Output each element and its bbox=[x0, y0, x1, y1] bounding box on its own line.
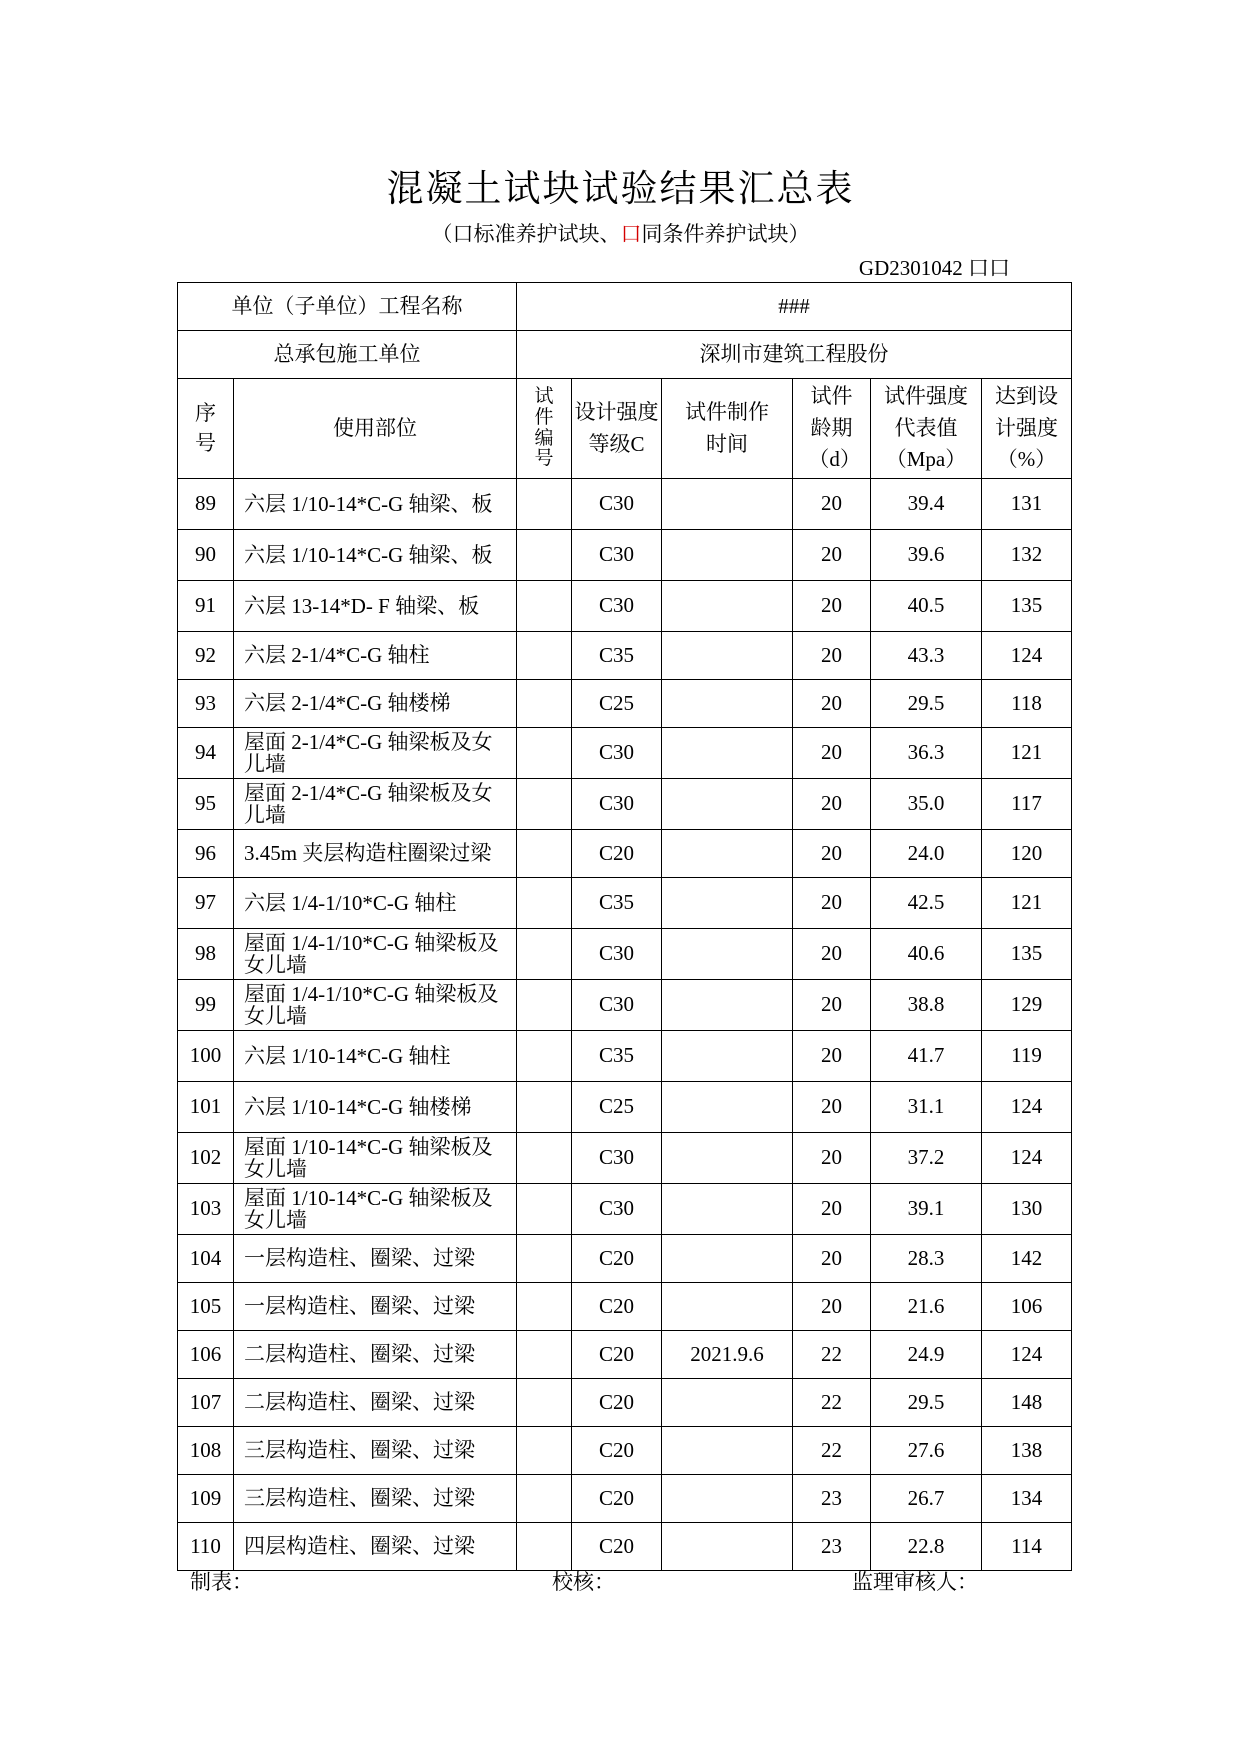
row-seq: 99 bbox=[178, 980, 234, 1031]
row-strength: 39.4 bbox=[871, 479, 982, 530]
row-seq: 100 bbox=[178, 1031, 234, 1082]
contractor-label: 总承包施工单位 bbox=[178, 331, 517, 379]
table-row bbox=[178, 1283, 1072, 1331]
row-percent: 124 bbox=[982, 1082, 1072, 1133]
row-made-time bbox=[662, 1427, 793, 1475]
row-percent: 124 bbox=[982, 1331, 1072, 1379]
row-age: 20 bbox=[793, 1184, 871, 1235]
row-seq: 96 bbox=[178, 830, 234, 878]
row-percent: 148 bbox=[982, 1379, 1072, 1427]
row-grade: C30 bbox=[572, 581, 662, 632]
row-specimen-no bbox=[517, 1031, 572, 1082]
row-percent: 138 bbox=[982, 1427, 1072, 1475]
row-seq: 97 bbox=[178, 878, 234, 929]
row-specimen-no bbox=[517, 530, 572, 581]
row-grade: C35 bbox=[572, 878, 662, 929]
row-grade: C30 bbox=[572, 980, 662, 1031]
row-made-time bbox=[662, 1379, 793, 1427]
row-percent: 131 bbox=[982, 479, 1072, 530]
row-part: 六层 1/10-14*C-G 轴柱 bbox=[234, 1031, 517, 1082]
results-table bbox=[177, 282, 1072, 1571]
row-specimen-no bbox=[517, 830, 572, 878]
header-strength-text: 试件强度代表值（Mpa） bbox=[883, 384, 968, 472]
table-row bbox=[178, 1523, 1072, 1571]
row-specimen-no bbox=[517, 929, 572, 980]
document-code: GD2301042 口口 bbox=[858, 256, 1010, 280]
row-grade: C30 bbox=[572, 929, 662, 980]
row-made-time bbox=[662, 1082, 793, 1133]
row-specimen-no bbox=[517, 632, 572, 680]
row-specimen-no bbox=[517, 1184, 572, 1235]
row-part: 六层 1/10-14*C-G 轴楼梯 bbox=[234, 1082, 517, 1133]
row-grade: C30 bbox=[572, 479, 662, 530]
checked-by-label: 校核： bbox=[552, 1570, 615, 1594]
table-row bbox=[178, 1082, 1072, 1133]
row-made-time bbox=[662, 1031, 793, 1082]
table-row bbox=[178, 980, 1072, 1031]
row-percent: 119 bbox=[982, 1031, 1072, 1082]
row-part: 六层 1/10-14*C-G 轴梁、板 bbox=[234, 479, 517, 530]
row-part: 一层构造柱、圈梁、过梁 bbox=[234, 1283, 517, 1331]
header-made-time bbox=[662, 379, 793, 479]
row-made-time bbox=[662, 1523, 793, 1571]
row-strength: 38.8 bbox=[871, 980, 982, 1031]
table-row bbox=[178, 680, 1072, 728]
same-condition-checkbox: 口 bbox=[620, 222, 642, 246]
table-row bbox=[178, 1235, 1072, 1283]
row-strength: 39.6 bbox=[871, 530, 982, 581]
row-strength: 37.2 bbox=[871, 1133, 982, 1184]
row-strength: 42.5 bbox=[871, 878, 982, 929]
table-row bbox=[178, 1475, 1072, 1523]
row-made-time bbox=[662, 878, 793, 929]
row-part: 四层构造柱、圈梁、过梁 bbox=[234, 1523, 517, 1571]
row-strength: 40.5 bbox=[871, 581, 982, 632]
row-age: 20 bbox=[793, 1235, 871, 1283]
row-strength: 41.7 bbox=[871, 1031, 982, 1082]
row-strength: 40.6 bbox=[871, 929, 982, 980]
row-part: 屋面 1/4-1/10*C-G 轴梁板及女儿墙 bbox=[234, 929, 517, 980]
row-age: 20 bbox=[793, 581, 871, 632]
row-made-time bbox=[662, 632, 793, 680]
row-seq: 106 bbox=[178, 1331, 234, 1379]
row-seq: 104 bbox=[178, 1235, 234, 1283]
row-seq: 94 bbox=[178, 728, 234, 779]
row-age: 20 bbox=[793, 878, 871, 929]
row-seq: 102 bbox=[178, 1133, 234, 1184]
row-specimen-no bbox=[517, 1235, 572, 1283]
header-seq bbox=[178, 379, 234, 479]
row-percent: 142 bbox=[982, 1235, 1072, 1283]
header-specimen-no-text: 试件编号 bbox=[534, 385, 554, 470]
row-specimen-no bbox=[517, 581, 572, 632]
row-part: 六层 1/4-1/10*C-G 轴柱 bbox=[234, 878, 517, 929]
row-grade: C20 bbox=[572, 1331, 662, 1379]
row-part: 屋面 1/4-1/10*C-G 轴梁板及女儿墙 bbox=[234, 980, 517, 1031]
row-seq: 93 bbox=[178, 680, 234, 728]
row-strength: 26.7 bbox=[871, 1475, 982, 1523]
header-percent bbox=[982, 379, 1072, 479]
row-strength: 21.6 bbox=[871, 1283, 982, 1331]
row-strength: 22.8 bbox=[871, 1523, 982, 1571]
row-seq: 90 bbox=[178, 530, 234, 581]
row-specimen-no bbox=[517, 1475, 572, 1523]
header-strength bbox=[871, 379, 982, 479]
row-grade: C30 bbox=[572, 1184, 662, 1235]
header-grade bbox=[572, 379, 662, 479]
row-percent: 117 bbox=[982, 779, 1072, 830]
row-specimen-no bbox=[517, 1523, 572, 1571]
row-grade: C25 bbox=[572, 680, 662, 728]
row-age: 22 bbox=[793, 1427, 871, 1475]
row-age: 20 bbox=[793, 1133, 871, 1184]
project-name-row bbox=[178, 283, 1072, 331]
row-part: 六层 13-14*D- F 轴梁、板 bbox=[234, 581, 517, 632]
row-percent: 121 bbox=[982, 878, 1072, 929]
row-percent: 129 bbox=[982, 980, 1072, 1031]
row-strength: 29.5 bbox=[871, 1379, 982, 1427]
row-made-time bbox=[662, 980, 793, 1031]
row-grade: C25 bbox=[572, 1082, 662, 1133]
row-percent: 135 bbox=[982, 581, 1072, 632]
same-condition-label: 同条件养护试块） bbox=[641, 222, 810, 246]
row-age: 20 bbox=[793, 929, 871, 980]
table-row bbox=[178, 779, 1072, 830]
row-age: 20 bbox=[793, 728, 871, 779]
row-age: 20 bbox=[793, 479, 871, 530]
row-made-time bbox=[662, 530, 793, 581]
row-percent: 124 bbox=[982, 632, 1072, 680]
row-grade: C20 bbox=[572, 1427, 662, 1475]
table-row bbox=[178, 878, 1072, 929]
row-age: 20 bbox=[793, 1283, 871, 1331]
row-strength: 29.5 bbox=[871, 680, 982, 728]
prepared-by-label: 制表： bbox=[190, 1570, 253, 1594]
row-seq: 95 bbox=[178, 779, 234, 830]
row-specimen-no bbox=[517, 680, 572, 728]
row-seq: 110 bbox=[178, 1523, 234, 1571]
row-part: 屋面 2-1/4*C-G 轴梁板及女儿墙 bbox=[234, 779, 517, 830]
row-part: 六层 1/10-14*C-G 轴梁、板 bbox=[234, 530, 517, 581]
document-title: 混凝土试块试验结果汇总表 bbox=[386, 169, 855, 210]
header-percent-text: 达到设计强度（%） bbox=[995, 384, 1059, 472]
row-percent: 121 bbox=[982, 728, 1072, 779]
row-grade: C20 bbox=[572, 1283, 662, 1331]
row-age: 20 bbox=[793, 632, 871, 680]
row-grade: C20 bbox=[572, 1475, 662, 1523]
row-specimen-no bbox=[517, 1283, 572, 1331]
header-specimen-no bbox=[517, 379, 572, 479]
row-percent: 114 bbox=[982, 1523, 1072, 1571]
row-grade: C20 bbox=[572, 1379, 662, 1427]
row-percent: 106 bbox=[982, 1283, 1072, 1331]
row-strength: 27.6 bbox=[871, 1427, 982, 1475]
row-seq: 91 bbox=[178, 581, 234, 632]
row-made-time bbox=[662, 929, 793, 980]
row-age: 23 bbox=[793, 1523, 871, 1571]
row-seq: 89 bbox=[178, 479, 234, 530]
row-specimen-no bbox=[517, 779, 572, 830]
row-specimen-no bbox=[517, 878, 572, 929]
row-part: 一层构造柱、圈梁、过梁 bbox=[234, 1235, 517, 1283]
table-row bbox=[178, 1379, 1072, 1427]
project-name-label: 单位（子单位）工程名称 bbox=[178, 283, 517, 331]
header-grade-text: 设计强度等级C bbox=[574, 400, 659, 456]
row-grade: C30 bbox=[572, 779, 662, 830]
row-age: 23 bbox=[793, 1475, 871, 1523]
row-percent: 132 bbox=[982, 530, 1072, 581]
row-age: 20 bbox=[793, 680, 871, 728]
table-row bbox=[178, 530, 1072, 581]
row-age: 20 bbox=[793, 1082, 871, 1133]
row-age: 20 bbox=[793, 530, 871, 581]
row-part: 六层 2-1/4*C-G 轴柱 bbox=[234, 632, 517, 680]
row-age: 20 bbox=[793, 830, 871, 878]
row-made-time bbox=[662, 1235, 793, 1283]
row-part: 六层 2-1/4*C-G 轴楼梯 bbox=[234, 680, 517, 728]
row-part: 3.45m 夹层构造柱圈梁过梁 bbox=[234, 830, 517, 878]
contractor-value: 深圳市建筑工程股份 bbox=[517, 331, 1072, 379]
row-grade: C30 bbox=[572, 728, 662, 779]
table-row bbox=[178, 479, 1072, 530]
row-grade: C20 bbox=[572, 830, 662, 878]
document-subtitle bbox=[0, 218, 1241, 248]
row-age: 20 bbox=[793, 1031, 871, 1082]
row-specimen-no bbox=[517, 1331, 572, 1379]
row-made-time bbox=[662, 680, 793, 728]
row-strength: 24.0 bbox=[871, 830, 982, 878]
table-row bbox=[178, 1031, 1072, 1082]
row-specimen-no bbox=[517, 980, 572, 1031]
column-header-row bbox=[178, 379, 1072, 479]
row-strength: 36.3 bbox=[871, 728, 982, 779]
row-specimen-no bbox=[517, 1133, 572, 1184]
row-specimen-no bbox=[517, 479, 572, 530]
row-part: 屋面 1/10-14*C-G 轴梁板及女儿墙 bbox=[234, 1133, 517, 1184]
row-seq: 105 bbox=[178, 1283, 234, 1331]
row-age: 22 bbox=[793, 1379, 871, 1427]
row-seq: 109 bbox=[178, 1475, 234, 1523]
row-specimen-no bbox=[517, 728, 572, 779]
row-percent: 118 bbox=[982, 680, 1072, 728]
project-name-value: ### bbox=[517, 283, 1072, 331]
table-row bbox=[178, 1184, 1072, 1235]
row-made-time bbox=[662, 581, 793, 632]
standard-curing-label: 标准养护试块、 bbox=[473, 222, 621, 246]
row-part: 屋面 2-1/4*C-G 轴梁板及女儿墙 bbox=[234, 728, 517, 779]
header-age bbox=[793, 379, 871, 479]
table-row bbox=[178, 1133, 1072, 1184]
row-strength: 35.0 bbox=[871, 779, 982, 830]
row-percent: 130 bbox=[982, 1184, 1072, 1235]
row-seq: 92 bbox=[178, 632, 234, 680]
supervisor-label: 监理审核人： bbox=[852, 1570, 978, 1594]
row-part: 二层构造柱、圈梁、过梁 bbox=[234, 1331, 517, 1379]
table-row bbox=[178, 728, 1072, 779]
row-part: 二层构造柱、圈梁、过梁 bbox=[234, 1379, 517, 1427]
row-seq: 103 bbox=[178, 1184, 234, 1235]
row-seq: 98 bbox=[178, 929, 234, 980]
row-made-time bbox=[662, 1184, 793, 1235]
row-strength: 24.9 bbox=[871, 1331, 982, 1379]
header-seq-text: 序号 bbox=[195, 401, 216, 455]
row-strength: 28.3 bbox=[871, 1235, 982, 1283]
row-strength: 39.1 bbox=[871, 1184, 982, 1235]
table-row bbox=[178, 830, 1072, 878]
row-grade: C30 bbox=[572, 1133, 662, 1184]
row-age: 20 bbox=[793, 980, 871, 1031]
contractor-row bbox=[178, 331, 1072, 379]
table-row bbox=[178, 632, 1072, 680]
row-percent: 120 bbox=[982, 830, 1072, 878]
row-made-time bbox=[662, 1133, 793, 1184]
table-row bbox=[178, 1427, 1072, 1475]
header-made-time-text: 试件制作时间 bbox=[685, 400, 769, 456]
table-row bbox=[178, 1331, 1072, 1379]
row-grade: C30 bbox=[572, 530, 662, 581]
row-grade: C20 bbox=[572, 1235, 662, 1283]
row-made-time bbox=[662, 479, 793, 530]
row-part: 三层构造柱、圈梁、过梁 bbox=[234, 1475, 517, 1523]
row-seq: 101 bbox=[178, 1082, 234, 1133]
row-made-time bbox=[662, 728, 793, 779]
row-age: 20 bbox=[793, 779, 871, 830]
header-part: 使用部位 bbox=[234, 379, 517, 479]
row-made-time bbox=[662, 1283, 793, 1331]
row-specimen-no bbox=[517, 1427, 572, 1475]
table-row bbox=[178, 929, 1072, 980]
row-percent: 135 bbox=[982, 929, 1072, 980]
row-made-time bbox=[662, 779, 793, 830]
row-seq: 107 bbox=[178, 1379, 234, 1427]
row-made-time: 2021.9.6 bbox=[662, 1331, 793, 1379]
row-strength: 43.3 bbox=[871, 632, 982, 680]
standard-curing-checkbox: 口 bbox=[452, 222, 474, 246]
row-grade: C35 bbox=[572, 632, 662, 680]
row-made-time bbox=[662, 1475, 793, 1523]
row-part: 屋面 1/10-14*C-G 轴梁板及女儿墙 bbox=[234, 1184, 517, 1235]
row-percent: 124 bbox=[982, 1133, 1072, 1184]
row-part: 三层构造柱、圈梁、过梁 bbox=[234, 1427, 517, 1475]
row-grade: C20 bbox=[572, 1523, 662, 1571]
row-grade: C35 bbox=[572, 1031, 662, 1082]
row-made-time bbox=[662, 830, 793, 878]
subtitle-open: （ bbox=[431, 222, 453, 246]
row-percent: 134 bbox=[982, 1475, 1072, 1523]
row-age: 22 bbox=[793, 1331, 871, 1379]
table-row bbox=[178, 581, 1072, 632]
header-age-text: 试件龄期（d） bbox=[808, 384, 861, 472]
row-strength: 31.1 bbox=[871, 1082, 982, 1133]
row-specimen-no bbox=[517, 1082, 572, 1133]
row-seq: 108 bbox=[178, 1427, 234, 1475]
row-specimen-no bbox=[517, 1379, 572, 1427]
